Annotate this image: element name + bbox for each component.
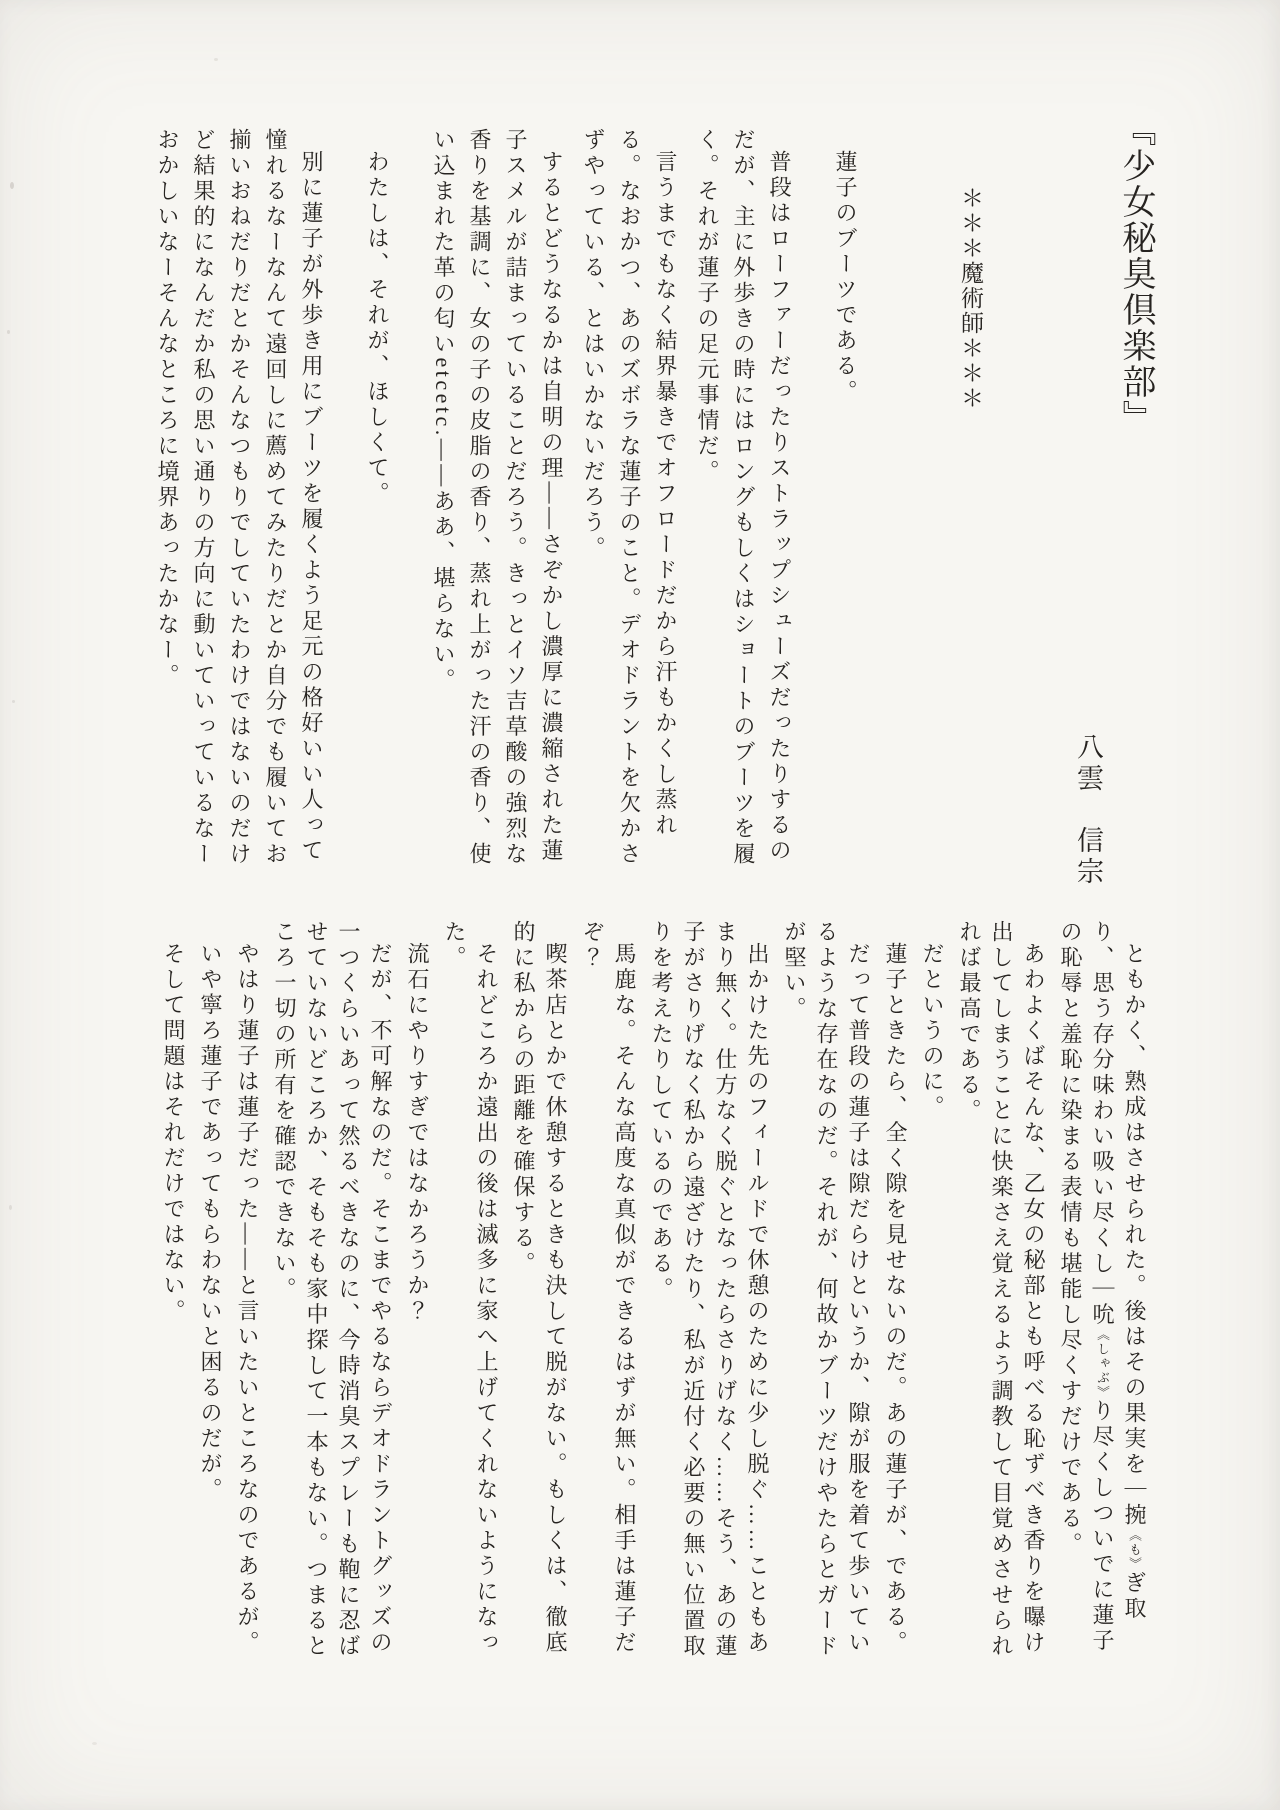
paragraph: 蓮子のブーツである。 xyxy=(833,150,858,405)
paragraph: あわよくばそんな、乙女の秘部とも呼べる恥ずべき香りを曝け出してしまうことに快楽さえ覚えるよう調教して目覚めさせられれば最高である。 xyxy=(957,920,1046,1660)
paragraph: ともかく、熟成はさせられた。後はその果実を｜捥《も》ぎ取り、思う存分味わい吸い尽くし｜吮《しゃぶ》り尽くしついでに蓮子の恥辱と羞恥に染まる表情も堪能し尽くすだけである。 xyxy=(1058,920,1147,1655)
paragraph: 出かけた先のフィールドで休憩のために少し脱ぐ……こともあまり無く。仕方なく脱ぐとなったらさりげなく……そう、あの蓮子がさりげなく私から遠ざけたり、私が近付く必要の無い位置取りを考えたりしているのである。 xyxy=(649,920,770,1660)
paragraph: 流石にやりすぎではなかろうか？ xyxy=(405,942,430,1325)
paragraph: わたしは、それが、ほしくて。 xyxy=(365,150,390,507)
paragraph: そして問題はそれだけではない。 xyxy=(161,942,186,1325)
paragraph: だというのに。 xyxy=(920,942,945,1121)
paper-speck xyxy=(9,1205,12,1210)
story-title: 『少女秘臭倶楽部』 xyxy=(1117,112,1154,436)
paragraph: 馬鹿な。そんな高度な真似ができるはずが無い。相手は蓮子だぞ？ xyxy=(580,920,637,1656)
author-name: 八雲 信宗 xyxy=(1073,733,1103,888)
paragraph: だって普段の蓮子は隙だらけというか、隙が服を着て歩いているような存在なのだ。それが、何故かブーツだけやたらとガードが堅い。 xyxy=(782,920,871,1660)
body-text-top-block xyxy=(143,128,863,888)
paper-speck xyxy=(10,182,14,189)
furigana: 《も》 xyxy=(1127,1528,1141,1572)
story-subtitle: ＊＊＊魔術師＊＊＊ xyxy=(958,186,983,411)
body-text-bottom-block xyxy=(152,920,1150,1668)
paragraph: やはり蓮子は蓮子だった――と言いたいところなのであるが。 xyxy=(235,942,260,1656)
paragraph: それどころか遠出の後は滅多に家へ上げてくれないようになった。 xyxy=(442,920,499,1656)
paragraph: 蓮子ときたら、全く隙を見せないのだ。あの蓮子が、である。 xyxy=(883,942,908,1656)
paragraph: するとどうなるかは自明の理――さぞかし濃厚に濃縮された蓮子スメルが詰まっていることだろう。きっとイソ吉草酸の強烈な香りを基調に、女の子の皮脂の香り、蒸れ上がった汗の香り、使い込まれた革の匂いetcetc.――ああ、堪らない。 xyxy=(431,128,564,868)
paper-speck xyxy=(92,1742,97,1745)
paragraph: 喫茶店とかで休憩するときも決して脱がない。もしくは、徹底的に私からの距離を確保する。 xyxy=(511,920,568,1656)
furigana: 《しゃぶ》 xyxy=(1095,1328,1109,1400)
paper-speck xyxy=(7,330,10,334)
paragraph: だが、不可解なのだ。そこまでやるならデオドラントグッズの一つくらいあって然るべきなのに、今時消臭スプレーも鞄に忍ばせていないどころか、そもそも家中探して一本もない。つまるところ一切の所有を確認できない。 xyxy=(272,920,393,1660)
paragraph: いや寧ろ蓮子であってもらわないと困るのだが。 xyxy=(198,942,223,1503)
paragraph: 別に蓮子が外歩き用にブーツを履くよう足元の格好いい人って憧れるなーなんて遠回しに薦めてみたりだとか自分でも履いてお揃いおねだりだとかそんなつもりでしていたわけではないのだけど結果的になんだか私の思い通りの方向に動いていっているなーおかしいなーそんなところに境界あったかなー。 xyxy=(155,128,324,868)
paragraph: 言うまでもなく結界暴きでオフロードだから汗もかくし蒸れる。なおかつ、あのズボラな蓮子のこと。デオドラントを欠かさずやっている、とはいかないだろう。 xyxy=(581,128,678,868)
paper-speck xyxy=(214,58,218,61)
paper-speck xyxy=(12,700,15,703)
paragraph: 普段はローファーだったりストラップシューズだったりするのだが、主に外歩きの時にはロングもしくはショートのブーツを履く。それが蓮子の足元事情だ。 xyxy=(695,128,792,868)
